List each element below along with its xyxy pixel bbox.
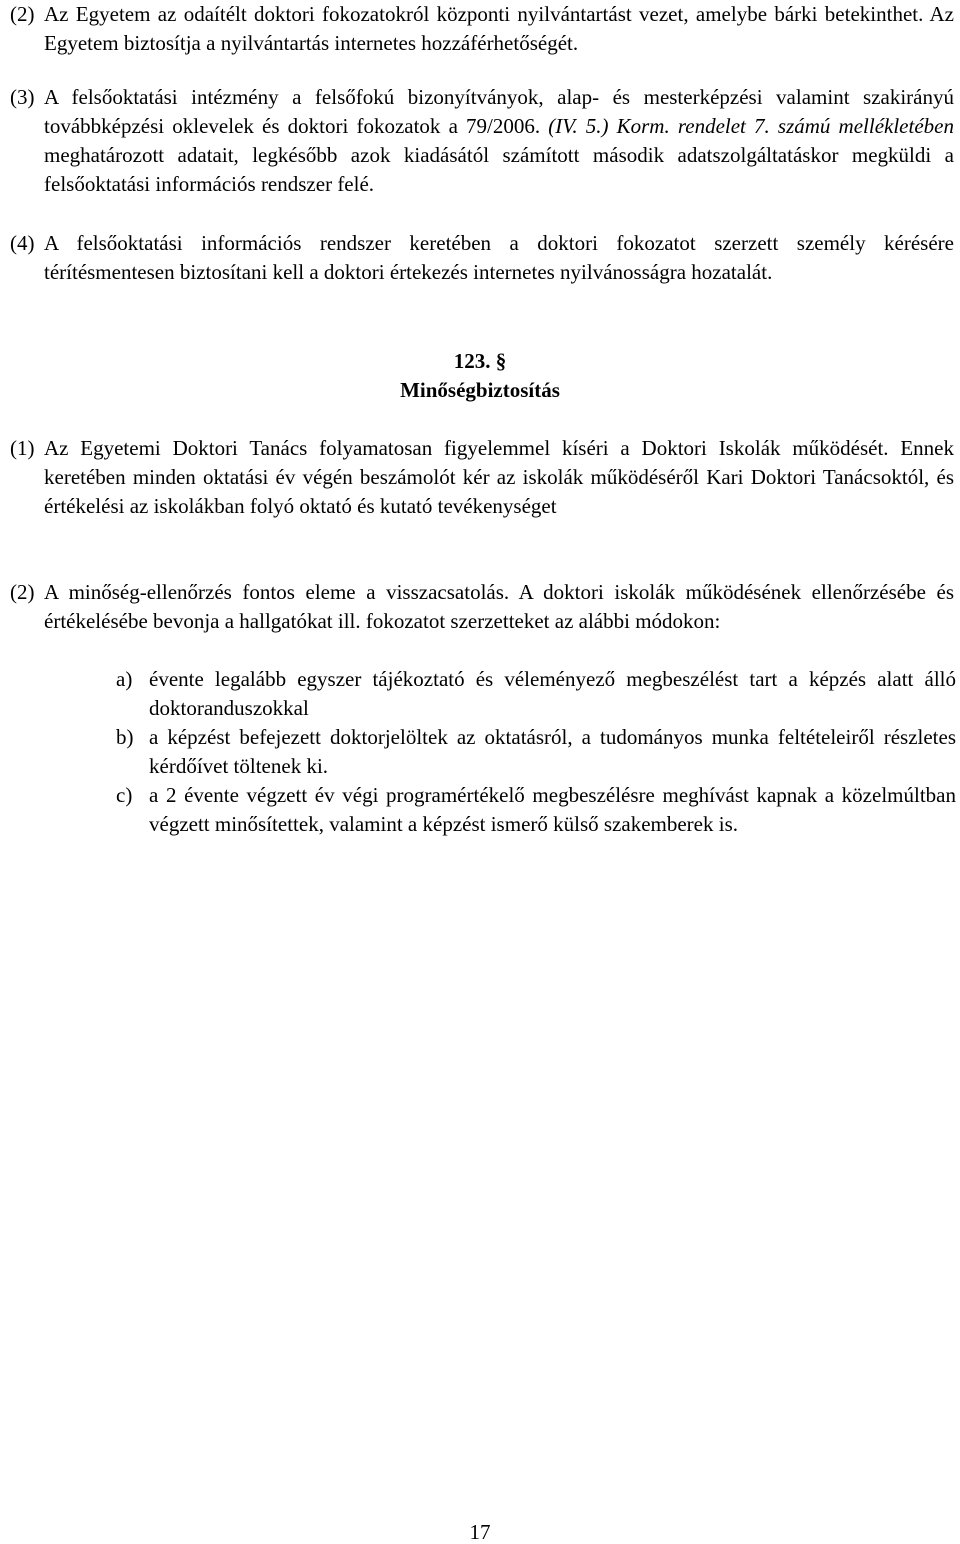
section-paragraph-1	[10, 434, 954, 521]
paragraph-text-part-b: meghatározott adatait, legkésőbb azok kiadásától számított második adatszolgáltatáskor megküldi a felsőoktatási információs rendszer felé.	[44, 143, 954, 196]
list-item-marker: a)	[116, 667, 133, 691]
list-item	[116, 723, 956, 781]
section-paragraph-2	[10, 578, 954, 636]
paragraph-2-registry	[10, 0, 954, 58]
section-number: 123. §	[453, 349, 507, 373]
page-number: 17	[469, 1520, 491, 1544]
paragraph-text: A felsőoktatási információs rendszer keretében a doktori fokozatot szerzett személy kérésére térítésmentesen biztosítani kell a doktori értekezés internetes nyilvánosságra hozatalát.	[44, 231, 954, 284]
paragraph-number: (2)	[10, 2, 35, 26]
list-item-marker: b)	[116, 725, 134, 749]
paragraph-text-part-a: A felsőoktatási intézmény a felsőfokú bizonyítványok, alap- és mesterképzési valamint szakirányú továbbképzési oklevelek és doktori fokozatok a 79/2006.	[44, 85, 954, 138]
paragraph-number: (1)	[10, 436, 35, 460]
list-item	[116, 781, 956, 839]
section-title: Minőségbiztosítás	[400, 378, 560, 402]
paragraph-text-italic: (IV. 5.) Korm. rendelet 7. számú mellékletében	[548, 114, 954, 138]
list-item-marker: c)	[116, 783, 133, 807]
paragraph-number: (3)	[10, 85, 35, 109]
feedback-methods-list	[116, 665, 956, 839]
paragraph-3-data-reporting	[10, 83, 954, 199]
list-item-text: a 2 évente végzett év végi programértékelő megbeszélésre meghívást kapnak a közelmúltban végzett minősítettek, valamint a képzést ismerő külső szakemberek is.	[149, 783, 956, 836]
paragraph-text	[44, 83, 954, 199]
list-item	[116, 665, 956, 723]
list-item-text: a képzést befejezett doktorjelöltek az oktatásról, a tudományos munka feltételeiről részletes kérdőívet töltenek ki.	[149, 725, 956, 778]
paragraph-text: Az Egyetem az odaítélt doktori fokozatokról központi nyilvántartást vezet, amelybe bárki betekinthet. Az Egyetem biztosítja a nyilvántartás internetes hozzáférhetőségét.	[44, 2, 954, 55]
paragraph-text: Az Egyetemi Doktori Tanács folyamatosan figyelemmel kíséri a Doktori Iskolák működését. Ennek keretében minden oktatási év végén beszámolót kér az iskolák működéséről Kari Doktori Tanácsoktól, és értékelési az iskolákban folyó oktató és kutató tevékenységet	[44, 436, 954, 518]
paragraph-4-publication	[10, 229, 954, 287]
list-item-text: évente legalább egyszer tájékoztató és véleményező megbeszélést tart a képzés alatt álló doktoranduszokkal	[149, 667, 956, 720]
paragraph-number: (2)	[10, 580, 35, 604]
paragraph-number: (4)	[10, 231, 35, 255]
paragraph-text: A minőség-ellenőrzés fontos eleme a visszacsatolás. A doktori iskolák működésének ellenőrzésébe és értékelésébe bevonja a hallgatókat ill. fokozatot szerzetteket az alábbi módokon:	[44, 580, 954, 633]
